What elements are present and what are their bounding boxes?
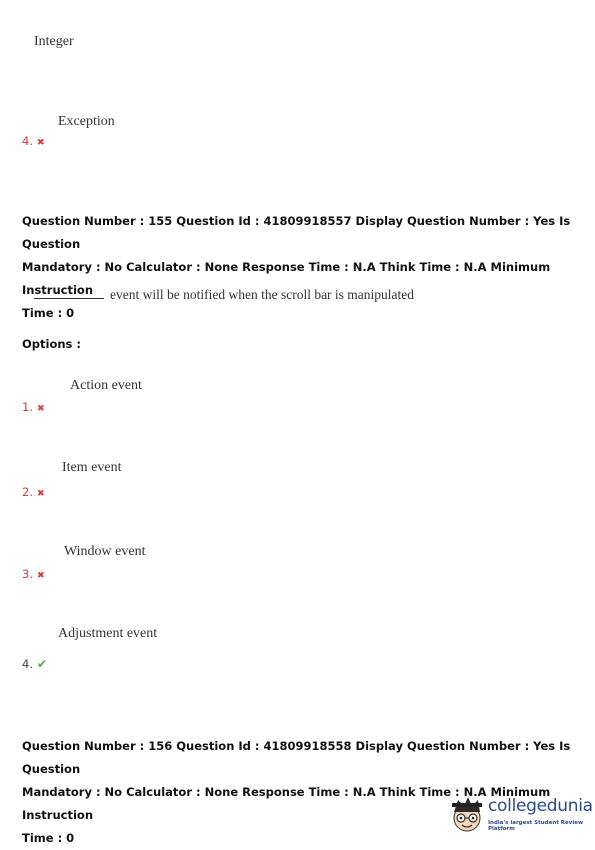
wrong-icon: ✖ — [36, 404, 45, 414]
question-header-line: Question Number : 155 Question Id : 41809918557 Display Question Number : Yes Is Question — [22, 214, 571, 251]
option-number-label: 2. — [22, 485, 33, 499]
question-header-line: Mandatory : No Calculator : None Response Time : N.A Think Time : N.A Minimum Instruction — [22, 785, 551, 822]
option-text: Exception — [58, 114, 115, 129]
option-text: Action event — [70, 378, 142, 393]
option-number — [22, 485, 45, 499]
blank-line — [34, 288, 104, 299]
option-number — [22, 567, 45, 581]
collegedunia-logo — [448, 794, 595, 838]
logo-wordmark: collegedunia — [488, 796, 593, 816]
question-header-line: Time : 0 — [22, 831, 75, 845]
option-text: Item event — [62, 460, 122, 475]
option-number — [22, 400, 45, 414]
question-text — [34, 287, 414, 303]
wrong-icon: ✖ — [36, 489, 45, 499]
option-text: Adjustment event — [58, 626, 158, 641]
question-header-line: Question Number : 156 Question Id : 41809918558 Display Question Number : Yes Is Question — [22, 739, 571, 776]
question-header-line: Mandatory : No Calculator : None Response Time : N.A Think Time : N.A Minimum Instruction — [22, 260, 551, 297]
option-number — [22, 657, 47, 671]
option-text: Integer — [34, 34, 74, 49]
wrong-icon: ✖ — [36, 138, 45, 148]
option-number-label: 4. — [22, 134, 33, 148]
options-label: Options : — [22, 337, 81, 351]
wrong-icon: ✖ — [36, 571, 45, 581]
student-mascot-icon — [448, 794, 486, 836]
question-statement: event will be notified when the scroll bar is manipulated — [110, 287, 415, 302]
logo-tagline: India's largest Student Review Platform — [488, 820, 584, 832]
check-icon: ✔ — [36, 657, 48, 671]
option-number-label: 3. — [22, 567, 33, 581]
option-number-label: 4. — [22, 657, 33, 671]
question-header — [22, 210, 582, 325]
option-number — [22, 134, 45, 148]
question-header-line: Time : 0 — [22, 306, 75, 320]
option-number-label: 1. — [22, 400, 33, 414]
option-text: Window event — [64, 544, 146, 559]
